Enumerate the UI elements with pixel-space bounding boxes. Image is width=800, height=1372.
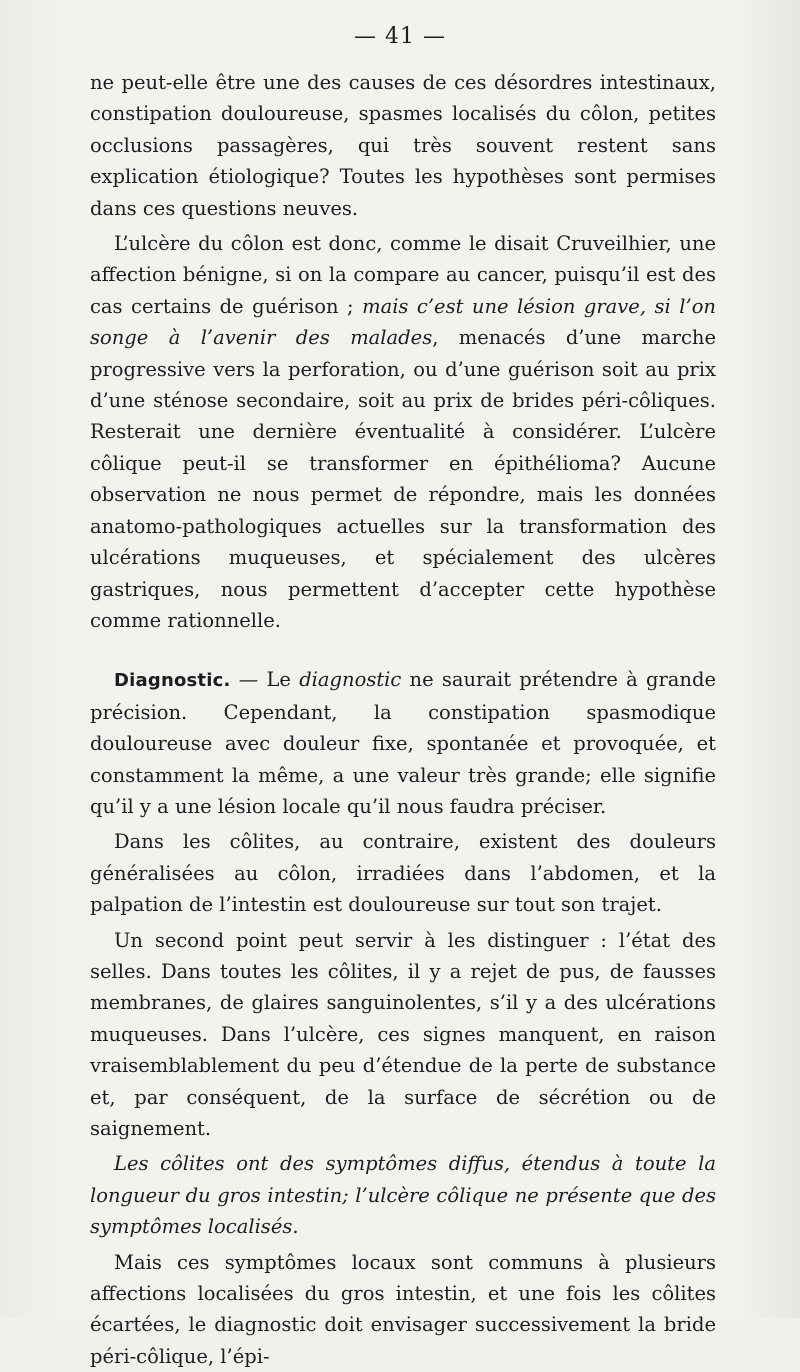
paragraph-3-text-a: — Le (230, 668, 300, 692)
body-text (90, 67, 716, 1372)
paragraph-3-text-c: ne saurait prétendre à grande précision. Cependant, la constipation spasmodique douloureuse avec douleur fixe, spontanée et provoquée, et constamment la même, a une valeur très grande; elle signifie qu’il y a une lésion locale qu’il nous faudra préciser. (90, 668, 716, 818)
paragraph-2-text-c: , menacés d’une marche progressive vers la perforation, ou d’une guérison soit au prix d’une sténose secondaire, soit au prix de brides péri-côliques. Resterait une dernière éventualité à considérer. L’ulcère côlique peut-il se transformer en épithélioma? Aucune observation ne nous permet de répondre, mais les données anatomo-pathologiques actuelles sur la transformation des ulcérations muqueuses, et spécialement des ulcères gastriques, nous permettent d’accepter cette hypothèse comme rationnelle. (90, 326, 716, 632)
paragraph-3-italic: diagnostic (299, 668, 402, 692)
paragraph-diagnostic (90, 664, 716, 822)
paragraph-7: Mais ces symptômes locaux sont communs à plusieurs affections localisées du gros intestin, et une fois les côlites écartées, le diagnostic doit envisager successivement la bride péri-côlique, l’épi- (90, 1250, 716, 1368)
paragraph-2 (90, 228, 716, 636)
section-heading-diagnostic: Diagnostic. (114, 670, 231, 692)
paragraph-4: Dans les côlites, au contraire, existent des douleurs généralisées au côlon, irradiées dans l’abdomen, et la palpation de l’intestin est douloureuse sur tout son trajet. (90, 830, 716, 917)
paragraph-2-text-a: L’ulcère du côlon est donc, comme le disait Cruveilhier, une affection bénigne, si on la compare au cancer, puisqu’il est des cas certains de guérison ; (90, 232, 716, 318)
paragraph-2-italic: mais c’est une lésion grave, si l’on songe à l’avenir des malades (90, 294, 716, 350)
paragraph-6-italic: Les côlites ont des symptômes diffus, étendus à toute la longueur du gros intestin; l’ulcère côlique ne présente que des symptômes localisés. (90, 1152, 716, 1239)
paragraph-6 (90, 1148, 716, 1242)
paragraph-1: ne peut-elle être une des causes de ces désordres intestinaux, constipation douloureuse, spasmes localisés du côlon, petites occlusions passagères, qui très souvent restent sans explication étiologique? Toutes les hypothèses sont permises dans ces questions neuves. (90, 71, 716, 220)
page-number: — 41 — (354, 24, 446, 49)
paragraph-5: Un second point peut servir à les distinguer : l’état des selles. Dans toutes les côlites, il y a rejet de pus, de fausses membranes, de glaires sanguinolentes, s’il y a des ulcérations muqueuses. Dans l’ulcère, ces signes manquent, en raison vraisemblablement du peu d’étendue de la perte de substance et, par conséquent, de la surface de sécrétion ou de saignement. (90, 928, 716, 1140)
